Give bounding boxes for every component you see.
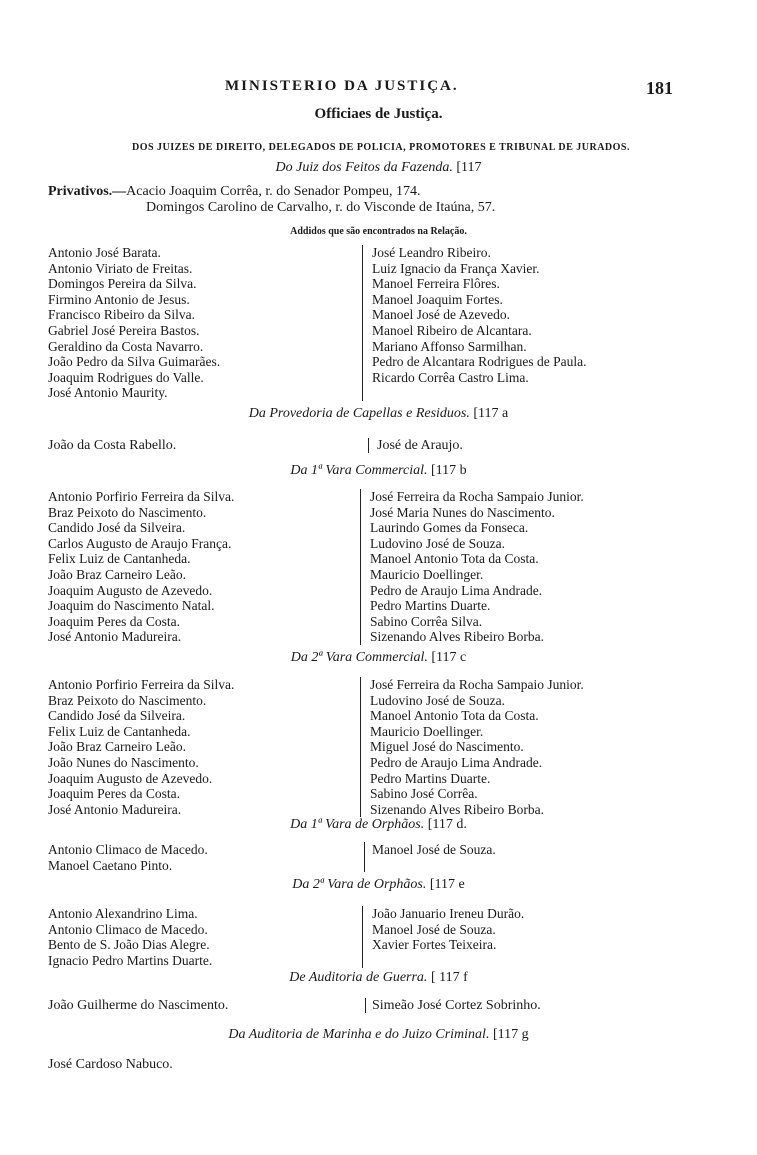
list-item: José Antonio Maurity. (48, 385, 168, 401)
list-item: Antonio Porfirio Ferreira da Silva. (48, 677, 235, 692)
list-vara2-right (370, 677, 584, 817)
section-title: Officiaes de Justiça. (314, 106, 443, 122)
heading-vara1 (0, 463, 757, 479)
list-item: Laurindo Gomes da Fonseca. (370, 520, 529, 536)
list-item: Manoel José de Souza. (372, 842, 496, 857)
list-item: João Januario Ireneu Durão. (372, 906, 525, 921)
list-item: Joaquim Augusto de Azevedo. (48, 770, 213, 786)
heading-vara2 (0, 650, 757, 666)
column-divider (368, 438, 369, 453)
list-orphaos1-left (48, 842, 208, 873)
heading-vara1-ref: [117 b (430, 463, 467, 478)
heading-marinha-text: Da Auditoria de Marinha e do Juizo Criminal. (228, 1027, 490, 1042)
list-item: Mariano Affonso Sarmilhan. (372, 338, 527, 354)
list-item: Xavier Fortes Teixeira. (372, 937, 497, 953)
heading-orphaos1-ref: [117 d. (427, 817, 467, 832)
list-item: João da Costa Rabello. (48, 438, 177, 453)
list-item: João Braz Carneiro Leão. (48, 566, 186, 582)
list-item: Manoel Antonio Tota da Costa. (370, 708, 539, 724)
list-item: Sizenando Alves Ribeiro Borba. (370, 801, 544, 817)
list-item: Pedro Martins Duarte. (370, 770, 491, 786)
column-divider (362, 245, 363, 401)
heading-orphaos1 (0, 817, 757, 833)
list-vara2-left (48, 677, 234, 817)
list-item: João Braz Carneiro Leão. (48, 739, 186, 755)
list-item: Ricardo Corrêa Castro Lima. (372, 369, 529, 385)
list-item: Bento de S. João Dias Alegre. (48, 937, 210, 953)
list-item: Candido José da Silveira. (48, 520, 186, 536)
list-orphaos1-right (372, 842, 496, 858)
column-divider (362, 906, 363, 968)
list-item: Sabino José Corrêa. (370, 786, 478, 802)
list-item: João Guilherme do Nascimento. (48, 998, 229, 1013)
list-item: José Cardoso Nabuco. (48, 1057, 173, 1072)
list-item: Candido José da Silveira. (48, 708, 186, 724)
privativos-name-1: Acacio Joaquim Corrêa, r. do Senador Pompeu, 174. (126, 184, 421, 199)
page-header-title: MINISTERIO DA JUSTIÇA. (225, 78, 459, 94)
list-item: José Maria Nunes do Nascimento. (370, 504, 555, 520)
list-item: João Pedro da Silva Guimarães. (48, 354, 221, 370)
list-item: Antonio Climaco de Macedo. (48, 921, 208, 937)
list-item: João Nunes do Nascimento. (48, 754, 199, 770)
list-item: Braz Peixoto do Nascimento. (48, 504, 207, 520)
list-orphaos2-right (372, 906, 524, 953)
list-item: Antonio Alexandrino Lima. (48, 906, 198, 921)
list-item: Joaquim Rodrigues do Valle. (48, 369, 204, 385)
list-item: Joaquim Augusto de Azevedo. (48, 582, 213, 598)
list-item: Manoel Caetano Pinto. (48, 857, 173, 873)
list-item: Sizenando Alves Ribeiro Borba. (370, 629, 544, 645)
list-item: Ignacio Pedro Martins Duarte. (48, 952, 213, 968)
heading-vara2-text: Da 2ª Vara Commercial. (290, 650, 428, 665)
column-divider (360, 489, 361, 645)
list-fazenda-right (372, 245, 586, 385)
heading-provedoria (0, 406, 757, 422)
list-item: Joaquim Peres da Costa. (48, 786, 180, 802)
list-item: Firmino Antonio de Jesus. (48, 291, 190, 307)
list-item: Ludovino José de Souza. (370, 535, 505, 551)
heading-fazenda-text: Do Juiz dos Feitos da Fazenda. (275, 160, 453, 175)
list-item: Manoel Antonio Tota da Costa. (370, 551, 539, 567)
list-item: Manoel Ribeiro de Alcantara. (372, 322, 532, 338)
page-number: 181 (646, 78, 673, 98)
list-provedoria-left (48, 438, 176, 454)
heading-orphaos2-ref: [117 e (429, 877, 465, 892)
list-item: Felix Luiz de Cantanheda. (48, 551, 191, 567)
list-item: Braz Peixoto do Nascimento. (48, 692, 207, 708)
list-item: José Ferreira da Rocha Sampaio Junior. (370, 677, 584, 692)
heading-guerra-ref: [ 117 f (430, 970, 468, 985)
list-item: Manoel Ferreira Flôres. (372, 276, 500, 292)
heading-guerra-text: De Auditoria de Guerra. (289, 970, 428, 985)
heading-marinha (0, 1027, 757, 1043)
list-item: Pedro de Araujo Lima Andrade. (370, 582, 543, 598)
list-item: Francisco Ribeiro da Silva. (48, 307, 195, 323)
heading-orphaos2-text: Da 2ª Vara de Orphãos. (292, 877, 427, 892)
list-item: Miguel José do Nascimento. (370, 739, 524, 755)
list-item: Domingos Pereira da Silva. (48, 276, 197, 292)
list-item: Mauricio Doellinger. (370, 723, 484, 739)
list-item: Joaquim do Nascimento Natal. (48, 598, 215, 614)
list-item: José Antonio Madureira. (48, 629, 182, 645)
list-item: José Antonio Madureira. (48, 801, 182, 817)
list-vara1-right (370, 489, 584, 645)
list-item: Manoel Joaquim Fortes. (372, 291, 503, 307)
list-item: Luiz Ignacio da França Xavier. (372, 260, 540, 276)
privativos-line-1 (48, 184, 420, 200)
heading-provedoria-ref: [117 a (473, 406, 509, 421)
list-orphaos2-left (48, 906, 212, 968)
list-item: José Ferreira da Rocha Sampaio Junior. (370, 489, 584, 504)
heading-orphaos1-text: Da 1ª Vara de Orphãos. (290, 817, 425, 832)
heading-orphaos2 (0, 877, 757, 893)
list-item: Pedro de Araujo Lima Andrade. (370, 754, 543, 770)
section-caps-line: DOS JUIZES DE DIREITO, DELEGADOS DE POLICIA, PROMOTORES E TRIBUNAL DE JURADOS. (132, 142, 630, 153)
list-item: José Leandro Ribeiro. (372, 245, 491, 260)
addidos-note: Addidos que são encontrados na Relação. (290, 226, 467, 237)
heading-provedoria-text: Da Provedoria de Capellas e Residuos. (248, 406, 470, 421)
list-item: Antonio Viriato de Freitas. (48, 260, 193, 276)
list-item: Manoel José de Souza. (372, 921, 496, 937)
list-item: Antonio Climaco de Macedo. (48, 842, 208, 857)
list-item: Mauricio Doellinger. (370, 566, 484, 582)
list-item: Gabriel José Pereira Bastos. (48, 322, 200, 338)
column-divider (365, 998, 366, 1013)
column-divider (364, 842, 365, 872)
list-fazenda-left (48, 245, 220, 401)
list-guerra-left (48, 998, 228, 1014)
privativos-name-2: Domingos Carolino de Carvalho, r. do Visconde de Itaúna, 57. (146, 200, 496, 215)
list-item: Sabino Corrêa Silva. (370, 613, 483, 629)
list-item: Simeão José Cortez Sobrinho. (372, 998, 541, 1013)
list-item: Joaquim Peres da Costa. (48, 613, 180, 629)
list-provedoria-right (377, 438, 463, 454)
list-item: Pedro Martins Duarte. (370, 598, 491, 614)
list-item: Antonio Porfirio Ferreira da Silva. (48, 489, 235, 504)
list-item: Pedro de Alcantara Rodrigues de Paula. (372, 354, 587, 370)
heading-fazenda-ref: [117 (456, 160, 482, 175)
list-item: Manoel José de Azevedo. (372, 307, 510, 323)
privativos-label: Privativos.— (48, 184, 127, 199)
heading-vara2-ref: [117 c (431, 650, 467, 665)
list-item: Antonio José Barata. (48, 245, 161, 260)
list-item: Felix Luiz de Cantanheda. (48, 723, 191, 739)
list-item: José de Araujo. (377, 438, 463, 453)
heading-vara1-text: Da 1ª Vara Commercial. (290, 463, 428, 478)
list-vara1-left (48, 489, 234, 645)
heading-fazenda (0, 160, 757, 176)
list-item: Ludovino José de Souza. (370, 692, 505, 708)
heading-guerra (0, 970, 757, 986)
list-item: Geraldino da Costa Navarro. (48, 338, 204, 354)
list-marinha-left (48, 1057, 173, 1073)
column-divider (360, 677, 361, 817)
list-guerra-right (372, 998, 541, 1014)
heading-marinha-ref: [117 g (492, 1027, 529, 1042)
list-item: Carlos Augusto de Araujo França. (48, 535, 232, 551)
